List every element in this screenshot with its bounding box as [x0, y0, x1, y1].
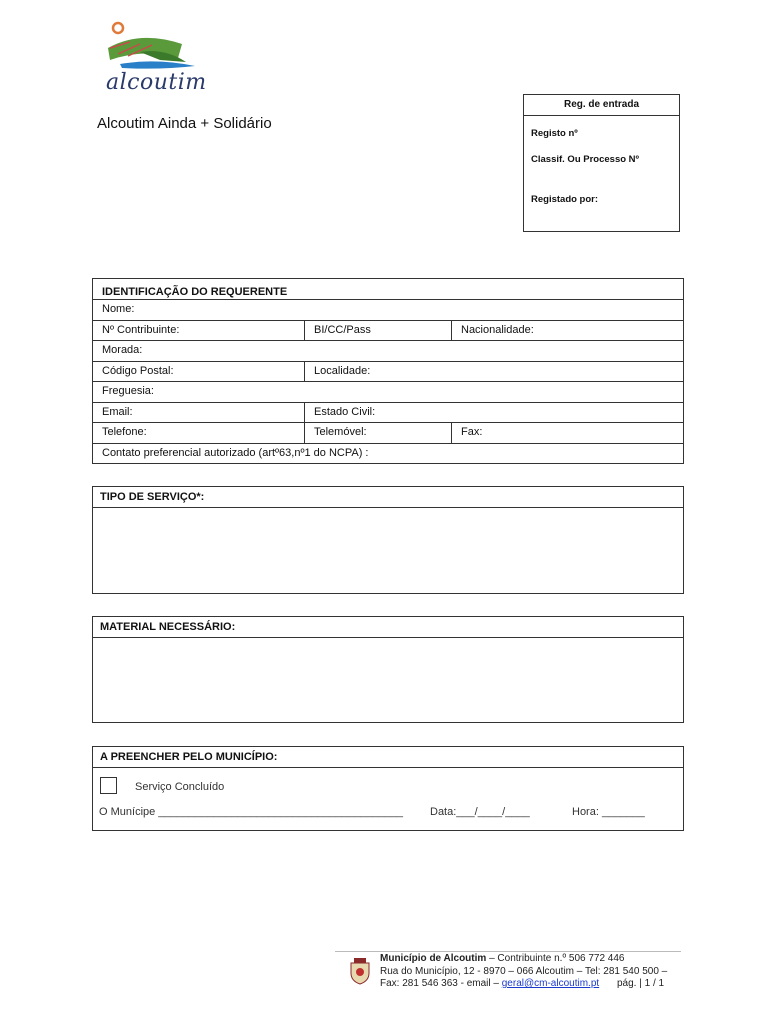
- identification-header: IDENTIFICAÇÃO DO REQUERENTE: [102, 286, 288, 298]
- localidade-field[interactable]: Localidade:: [304, 362, 683, 382]
- footer-divider: [335, 951, 681, 952]
- hora-field[interactable]: Hora: _______: [572, 806, 645, 818]
- freguesia-field[interactable]: Freguesia:: [102, 385, 154, 397]
- bi-field[interactable]: BI/CC/Pass: [304, 321, 451, 341]
- morada-field[interactable]: Morada:: [102, 344, 143, 356]
- footer-contact-line: [380, 978, 599, 989]
- material-area[interactable]: [93, 638, 683, 723]
- logo-text: alcoutim: [106, 70, 207, 95]
- servico-concluido-checkbox[interactable]: [100, 777, 117, 794]
- email-field[interactable]: Email:: [102, 405, 133, 418]
- footer-email-link[interactable]: geral@cm-alcoutim.pt: [501, 978, 600, 989]
- codigo-postal-field[interactable]: Código Postal:: [102, 364, 174, 377]
- contribuinte-field[interactable]: Nº Contribuinte:: [102, 323, 180, 336]
- material-header: MATERIAL NECESSÁRIO:: [93, 617, 683, 638]
- municipal-crest-icon: [347, 957, 373, 985]
- footer-fax: Fax: 281 546 363 - email –: [380, 978, 502, 989]
- municipe-signature-line[interactable]: O Munícipe ________________________________________: [99, 806, 404, 818]
- data-field[interactable]: Data:___/____/____: [430, 806, 530, 818]
- contato-field[interactable]: Contato preferencial autorizado (artº63,nº1 do NCPA) :: [102, 446, 369, 459]
- nome-field[interactable]: Nome:: [102, 303, 135, 315]
- estado-civil-field[interactable]: Estado Civil:: [304, 403, 683, 423]
- telefone-field[interactable]: Telefone:: [102, 426, 147, 438]
- page-title: Alcoutim Ainda + Solidário: [97, 115, 272, 132]
- servico-concluido-label: Serviço Concluído: [135, 781, 225, 793]
- tipo-servico-header: TIPO DE SERVIÇO*:: [93, 487, 683, 508]
- registration-box: [523, 94, 680, 232]
- registo-no-label: Registo nº: [531, 128, 578, 139]
- tipo-servico-section: [92, 486, 684, 594]
- footer-org: Município de Alcoutim: [380, 953, 487, 964]
- identification-section: [92, 278, 684, 464]
- tipo-servico-area[interactable]: [93, 508, 683, 594]
- registado-por-label: Registado por:: [531, 194, 599, 205]
- municipio-header: A PREENCHER PELO MUNICÍPIO:: [93, 747, 683, 768]
- footer-page-number: pág. | 1 / 1: [617, 978, 665, 989]
- fax-field[interactable]: Fax:: [451, 423, 683, 443]
- telemovel-field[interactable]: Telemóvel:: [304, 423, 451, 443]
- classif-label: Classif. Ou Processo Nº: [531, 154, 640, 165]
- footer-contrib: – Contribuinte n.º 506 772 446: [486, 953, 625, 964]
- registration-header: Reg. de entrada: [524, 95, 679, 116]
- footer-address: Rua do Município, 12 - 8970 – 066 Alcoutim – Tel: 281 540 500 –: [380, 966, 668, 977]
- footer-org-line: [380, 953, 625, 964]
- nacionalidade-field[interactable]: Nacionalidade:: [451, 321, 683, 341]
- material-section: [92, 616, 684, 723]
- municipio-section: [92, 746, 684, 831]
